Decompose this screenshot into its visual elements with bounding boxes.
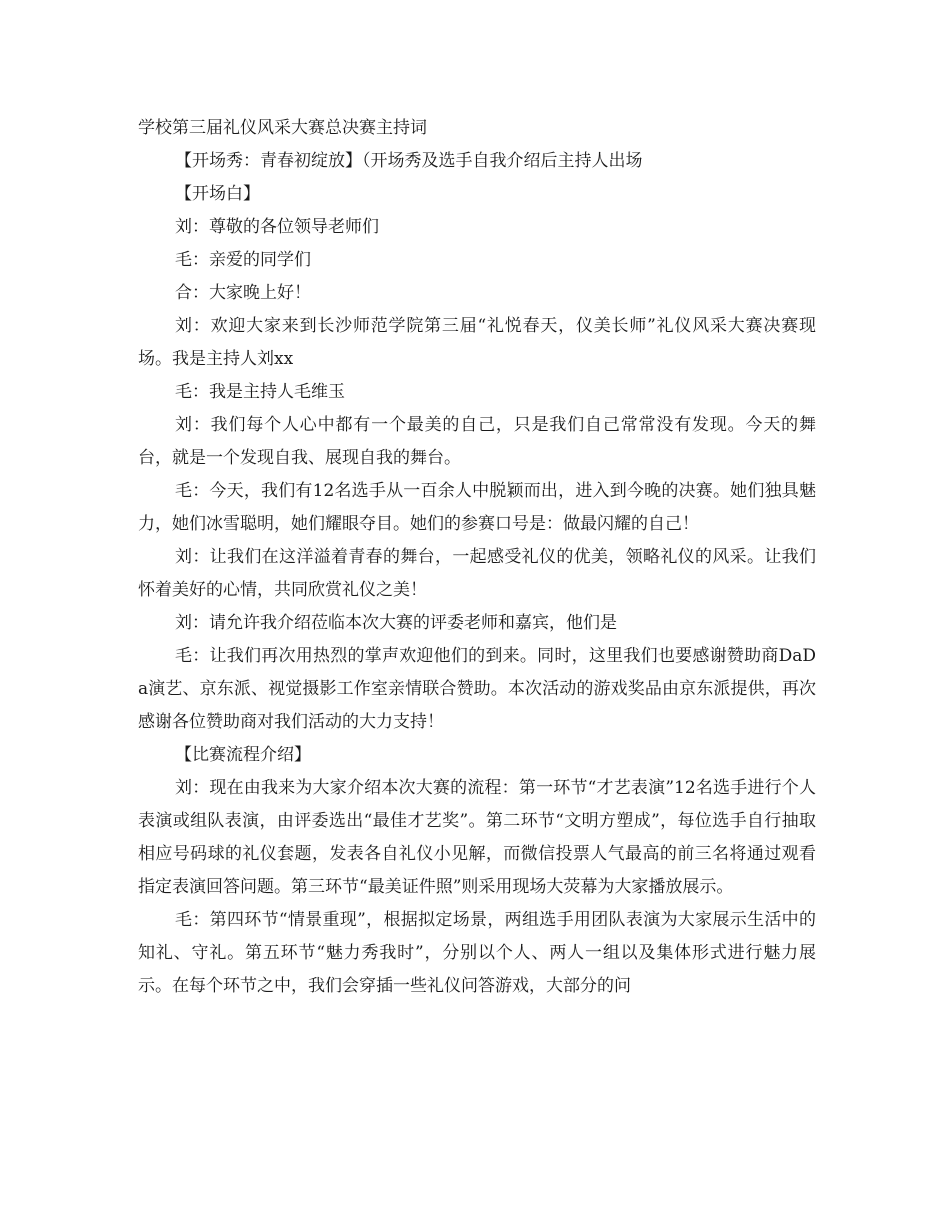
paragraph-line: 刘：让我们在这洋溢着青春的舞台，一起感受礼仪的优美，领略礼仪的风采。让我们怀着美好的心情，共同欣赏礼仪之美！ bbox=[138, 547, 816, 600]
paragraph-line: 刘：现在由我来为大家介绍本次大赛的流程：第一环节“才艺表演”12名选手进行个人表演或组队表演，由评委选出“最佳才艺奖”。第二环节“文明方塑成”，每位选手自行抽取相应号码球的礼仪套题，发表各自礼仪小见解，而微信投票人气最高的前三名将通过观看指定表演回答问题。第三环节“最美证件照”则采用现场大荧幕为大家播放展示。 bbox=[138, 778, 816, 897]
paragraph-line: 刘：尊敬的各位领导老师们 bbox=[175, 217, 379, 237]
paragraph-line: 合：大家晚上好！ bbox=[175, 283, 311, 303]
paragraph-line: 刘：欢迎大家来到长沙师范学院第三届“礼悦春天，仪美长师”礼仪风采大赛决赛现场。我是主持人刘xx bbox=[138, 316, 816, 369]
paragraph-opening-show: 【开场秀：青春初绽放】（开场秀及选手自我介绍后主持人出场 bbox=[175, 151, 643, 171]
paragraph-line: 毛：第四环节“情景重现”，根据拟定场景，两组选手用团队表演为大家展示生活中的知礼、守礼。第五环节“魅力秀我时”，分别以个人、两人一组以及集体形式进行魅力展示。在每个环节之中，我们会穿插一些礼仪问答游戏，大部分的问 bbox=[138, 910, 816, 996]
document-title: 学校第三届礼仪风采大赛总决赛主持词 bbox=[138, 118, 427, 138]
paragraph-line: 刘：请允许我介绍莅临本次大赛的评委老师和嘉宾，他们是 bbox=[175, 613, 617, 633]
paragraph-line: 毛：让我们再次用热烈的掌声欢迎他们的到来。同时，这里我们也要感谢赞助商DaDa演艺、京东派、视觉摄影工作室亲情联合赞助。本次活动的游戏奖品由京东派提供，再次感谢各位赞助商对我们活动的大力支持！ bbox=[138, 646, 816, 732]
section-heading-opening: 【开场白】 bbox=[175, 184, 260, 204]
paragraph-line: 毛：我是主持人毛维玉 bbox=[175, 382, 345, 402]
paragraph-line: 刘：我们每个人心中都有一个最美的自己，只是我们自己常常没有发现。今天的舞台，就是一个发现自我、展现自我的舞台。 bbox=[138, 415, 816, 468]
paragraph-line: 毛：今天，我们有12名选手从一百余人中脱颖而出，进入到今晚的决赛。她们独具魅力，她们冰雪聪明，她们耀眼夺目。她们的参赛口号是：做最闪耀的自己！ bbox=[138, 481, 816, 534]
section-heading-process: 【比赛流程介绍】 bbox=[175, 745, 311, 765]
document-body bbox=[138, 112, 816, 1003]
paragraph-line: 毛：亲爱的同学们 bbox=[175, 250, 311, 270]
